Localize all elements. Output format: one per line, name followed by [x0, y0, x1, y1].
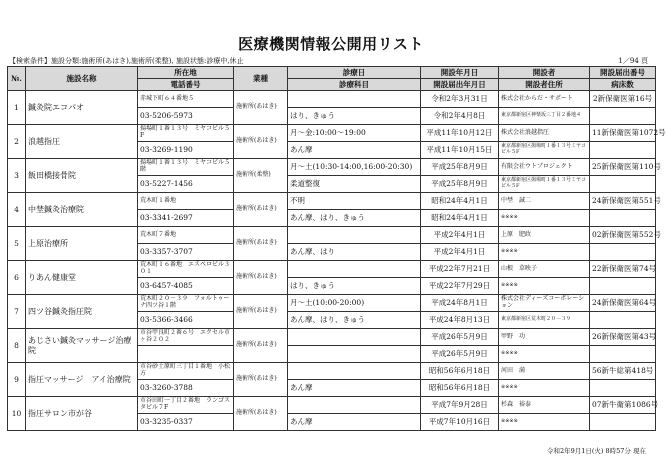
filed-date: 令和2年4月8日 [421, 108, 499, 125]
facility-address: 赤城下町６４番地５ [138, 91, 234, 108]
col-location: 所在地 [138, 67, 234, 79]
bed-count [590, 380, 656, 397]
bed-count [590, 346, 656, 363]
facility-address: 市谷甲良町２番６号 エクセル市ヶ谷２０２ [138, 329, 234, 346]
facility-type: 施術所(あはき) [234, 125, 288, 159]
bed-count [590, 210, 656, 227]
clinic-days: 月～金:10:00～19:00 [288, 125, 421, 142]
col-filed: 開設届出年月日 [421, 79, 499, 91]
facility-phone: 03-6457-4085 [138, 278, 234, 295]
facility-phone: 03-3269-1190 [138, 142, 234, 159]
clinic-subjects: あん摩 [288, 142, 421, 159]
facility-address: 揚場町１番１３号 ミヤコビル５F [138, 125, 234, 142]
clinic-subjects: あん摩、はり、きゅう [288, 312, 421, 329]
row-number: 9 [8, 363, 26, 397]
page-number: 1／94 頁 [618, 57, 648, 65]
table-row [8, 91, 656, 108]
timestamp: 令和2年9月1日(火) 8時57分 現在 [546, 447, 646, 455]
col-name: 施設名称 [26, 67, 138, 91]
page-title: 医療機関情報公開用リスト [238, 35, 424, 53]
filed-date: 平成25年8月9日 [421, 176, 499, 193]
facility-address: 市谷田町一丁目２番地 ランゴスタビル７F [138, 397, 234, 414]
col-operator-address: 開設者住所 [499, 79, 590, 91]
facility-address: 荒木町１６番地 エスペロビル３０１ [138, 261, 234, 278]
registration-number: 2新保衛医第16号 [590, 91, 656, 108]
bed-count [590, 176, 656, 193]
filed-date: 平成22年7月29日 [421, 278, 499, 295]
col-beds: 病床数 [590, 79, 656, 91]
bed-count [590, 312, 656, 329]
clinic-subjects: あん摩、はり [288, 244, 421, 261]
operator-name: 株式会社ディーズコーポレーション [499, 295, 590, 312]
opened-date: 平成2年4月1日 [421, 227, 499, 244]
row-number: 7 [8, 295, 26, 329]
col-reg: 開設届出番号 [590, 67, 656, 79]
clinic-subjects: 柔道整復 [288, 176, 421, 193]
facility-address: 揚場町１番１３号 ミヤコビル５階 [138, 159, 234, 176]
operator-address: 東京都新宿区荒木町２０－３９ [499, 312, 590, 329]
col-days: 診療日 [288, 67, 421, 79]
registration-number: 11新保衛医第1072号 [590, 125, 656, 142]
filed-date: 昭和24年4月1日 [421, 210, 499, 227]
opened-date: 平成7年9月28日 [421, 397, 499, 414]
facility-address: 荒木町１番地 [138, 193, 234, 210]
clinic-subjects: あん摩 [288, 380, 421, 397]
facility-type: 施術所(あはき) [234, 329, 288, 363]
row-number: 6 [8, 261, 26, 295]
facility-phone: 03-5227-1456 [138, 176, 234, 193]
table-row [8, 329, 656, 346]
operator-name: 河田 満 [499, 363, 590, 380]
clinic-subjects [288, 346, 421, 363]
operator-address: ※※※※ [499, 380, 590, 397]
facility-name: 鍼灸院エコパオ [26, 91, 138, 125]
operator-name: 中埜 誠二 [499, 193, 590, 210]
bed-count [590, 414, 656, 431]
facility-name: 指圧マッサージ アイ治療院 [26, 363, 138, 397]
bed-count [590, 278, 656, 295]
registration-number: 26新保衛医第43号 [590, 329, 656, 346]
clinic-days [288, 363, 421, 380]
operator-address: 東京都新宿区揚場町１番１３号ミヤコビル５F [499, 176, 590, 193]
operator-name: 株式会社浪越指圧 [499, 125, 590, 142]
filed-date: 平成24年8月13日 [421, 312, 499, 329]
operator-name: 甲野 功 [499, 329, 590, 346]
registration-number: 22新保衛医第74号 [590, 261, 656, 278]
table-row [8, 261, 656, 278]
clinic-days [288, 91, 421, 108]
facility-phone: 03-3357-3707 [138, 244, 234, 261]
facility-name: 浪越指圧 [26, 125, 138, 159]
facility-name: りあん健康堂 [26, 261, 138, 295]
row-number: 2 [8, 125, 26, 159]
clinic-subjects: はり、きゅう [288, 108, 421, 125]
operator-address: ※※※※ [499, 244, 590, 261]
clinic-days: 月～土(10:30-14:00,16:00-20:30) [288, 159, 421, 176]
clinic-days [288, 397, 421, 414]
facility-name: 中埜鍼灸治療院 [26, 193, 138, 227]
clinic-subjects: あん摩 [288, 414, 421, 431]
row-number: 8 [8, 329, 26, 363]
filed-date: 平成11年10月15日 [421, 142, 499, 159]
opened-date: 昭和56年6月18日 [421, 363, 499, 380]
clinic-subjects: はり、きゅう [288, 278, 421, 295]
registration-number: 02新保衛医第552号 [590, 227, 656, 244]
facility-name: あじさい鍼灸マッサージ治療院 [26, 329, 138, 363]
opened-date: 平成25年8月9日 [421, 159, 499, 176]
row-number: 4 [8, 193, 26, 227]
table-row [8, 363, 656, 380]
opened-date: 平成22年7月21日 [421, 261, 499, 278]
facility-address: 荒木町２０－３９ フォルトゥーナ四ツ谷１階 [138, 295, 234, 312]
clinic-subjects: あん摩、はり、きゅう [288, 210, 421, 227]
registration-number: 07新牛衛第1086号 [590, 397, 656, 414]
facility-address: 市谷砂土原町三丁目１番地 小松方 [138, 363, 234, 380]
col-phone: 電話番号 [138, 79, 234, 91]
facility-type: 施術所(あはき) [234, 91, 288, 125]
facility-type: 施術所(あはき) [234, 295, 288, 329]
filed-date: 平成26年5月9日 [421, 346, 499, 363]
search-conditions: 【検索条件】施設分類:施術所(あはき),施術所(柔整), 施設状態:診療中,休止 [9, 57, 244, 65]
registration-number: 25新保衛医第110号 [590, 159, 656, 176]
facility-name: 四ツ谷鍼灸指圧院 [26, 295, 138, 329]
bed-count [590, 108, 656, 125]
col-type: 業種 [234, 67, 288, 91]
row-number: 3 [8, 159, 26, 193]
facility-name: 上原治療所 [26, 227, 138, 261]
opened-date: 平成26年5月9日 [421, 329, 499, 346]
opened-date: 平成24年8月1日 [421, 295, 499, 312]
row-number: 1 [8, 91, 26, 125]
opened-date: 昭和24年4月1日 [421, 193, 499, 210]
facility-type: 施術所(柔整) [234, 159, 288, 193]
col-opened: 開設年月日 [421, 67, 499, 79]
facility-table [7, 66, 666, 431]
table-row [8, 295, 656, 312]
registration-number: 24新保衛医第551号 [590, 193, 656, 210]
table-row [8, 159, 656, 176]
operator-address: ※※※※ [499, 210, 590, 227]
facility-type: 施術所(あはき) [234, 363, 288, 397]
clinic-days [288, 329, 421, 346]
table-row [8, 227, 656, 244]
clinic-days [288, 227, 421, 244]
facility-phone [138, 346, 234, 363]
operator-address: 東京都新宿区神楽坂三丁目２番地４ [499, 108, 590, 125]
row-number: 10 [8, 397, 26, 431]
filed-date: 平成2年4月1日 [421, 244, 499, 261]
facility-type: 施術所(あはき) [234, 397, 288, 431]
col-operator: 開設者 [499, 67, 590, 79]
table-row [8, 193, 656, 210]
opened-date: 平成11年10月12日 [421, 125, 499, 142]
operator-name: 杉森 裕泰 [499, 397, 590, 414]
operator-address: ※※※※ [499, 346, 590, 363]
operator-name: 山根 草映子 [499, 261, 590, 278]
bed-count [590, 244, 656, 261]
table-row [8, 125, 656, 142]
operator-name: 有限会社ウトプロジェクト [499, 159, 590, 176]
facility-name: 指圧サロン市が谷 [26, 397, 138, 431]
facility-type: 施術所(あはき) [234, 261, 288, 295]
clinic-days: 不明 [288, 193, 421, 210]
facility-phone: 03-5206-5973 [138, 108, 234, 125]
facility-phone: 03-3260-3788 [138, 380, 234, 397]
col-subjects: 診療科目 [288, 79, 421, 91]
facility-address: 荒木町７番地 [138, 227, 234, 244]
table-row [8, 397, 656, 414]
facility-phone: 03-5366-3466 [138, 312, 234, 329]
operator-address: ※※※※ [499, 278, 590, 295]
operator-name: 上原 肥政 [499, 227, 590, 244]
facility-type: 施術所(あはき) [234, 227, 288, 261]
facility-phone: 03-3341-2697 [138, 210, 234, 227]
facility-type: 施術所(あはき) [234, 193, 288, 227]
registration-number: 56新牛総第418号 [590, 363, 656, 380]
operator-name: 株式会社からだ・サポート [499, 91, 590, 108]
filed-date: 昭和56年6月18日 [421, 380, 499, 397]
operator-address: 東京都新宿区揚場町１番１３号ミヤコビル５F [499, 142, 590, 159]
clinic-days: 月～土(10:00-20:00) [288, 295, 421, 312]
filed-date: 平成7年10月16日 [421, 414, 499, 431]
row-number: 5 [8, 227, 26, 261]
opened-date: 令和2年3月31日 [421, 91, 499, 108]
facility-name: 飯田橋接骨院 [26, 159, 138, 193]
facility-phone: 03-3235-0337 [138, 414, 234, 431]
registration-number: 24新保衛医第64号 [590, 295, 656, 312]
operator-address: ※※※※ [499, 414, 590, 431]
clinic-days [288, 261, 421, 278]
col-no: №. [8, 67, 26, 91]
bed-count [590, 142, 656, 159]
